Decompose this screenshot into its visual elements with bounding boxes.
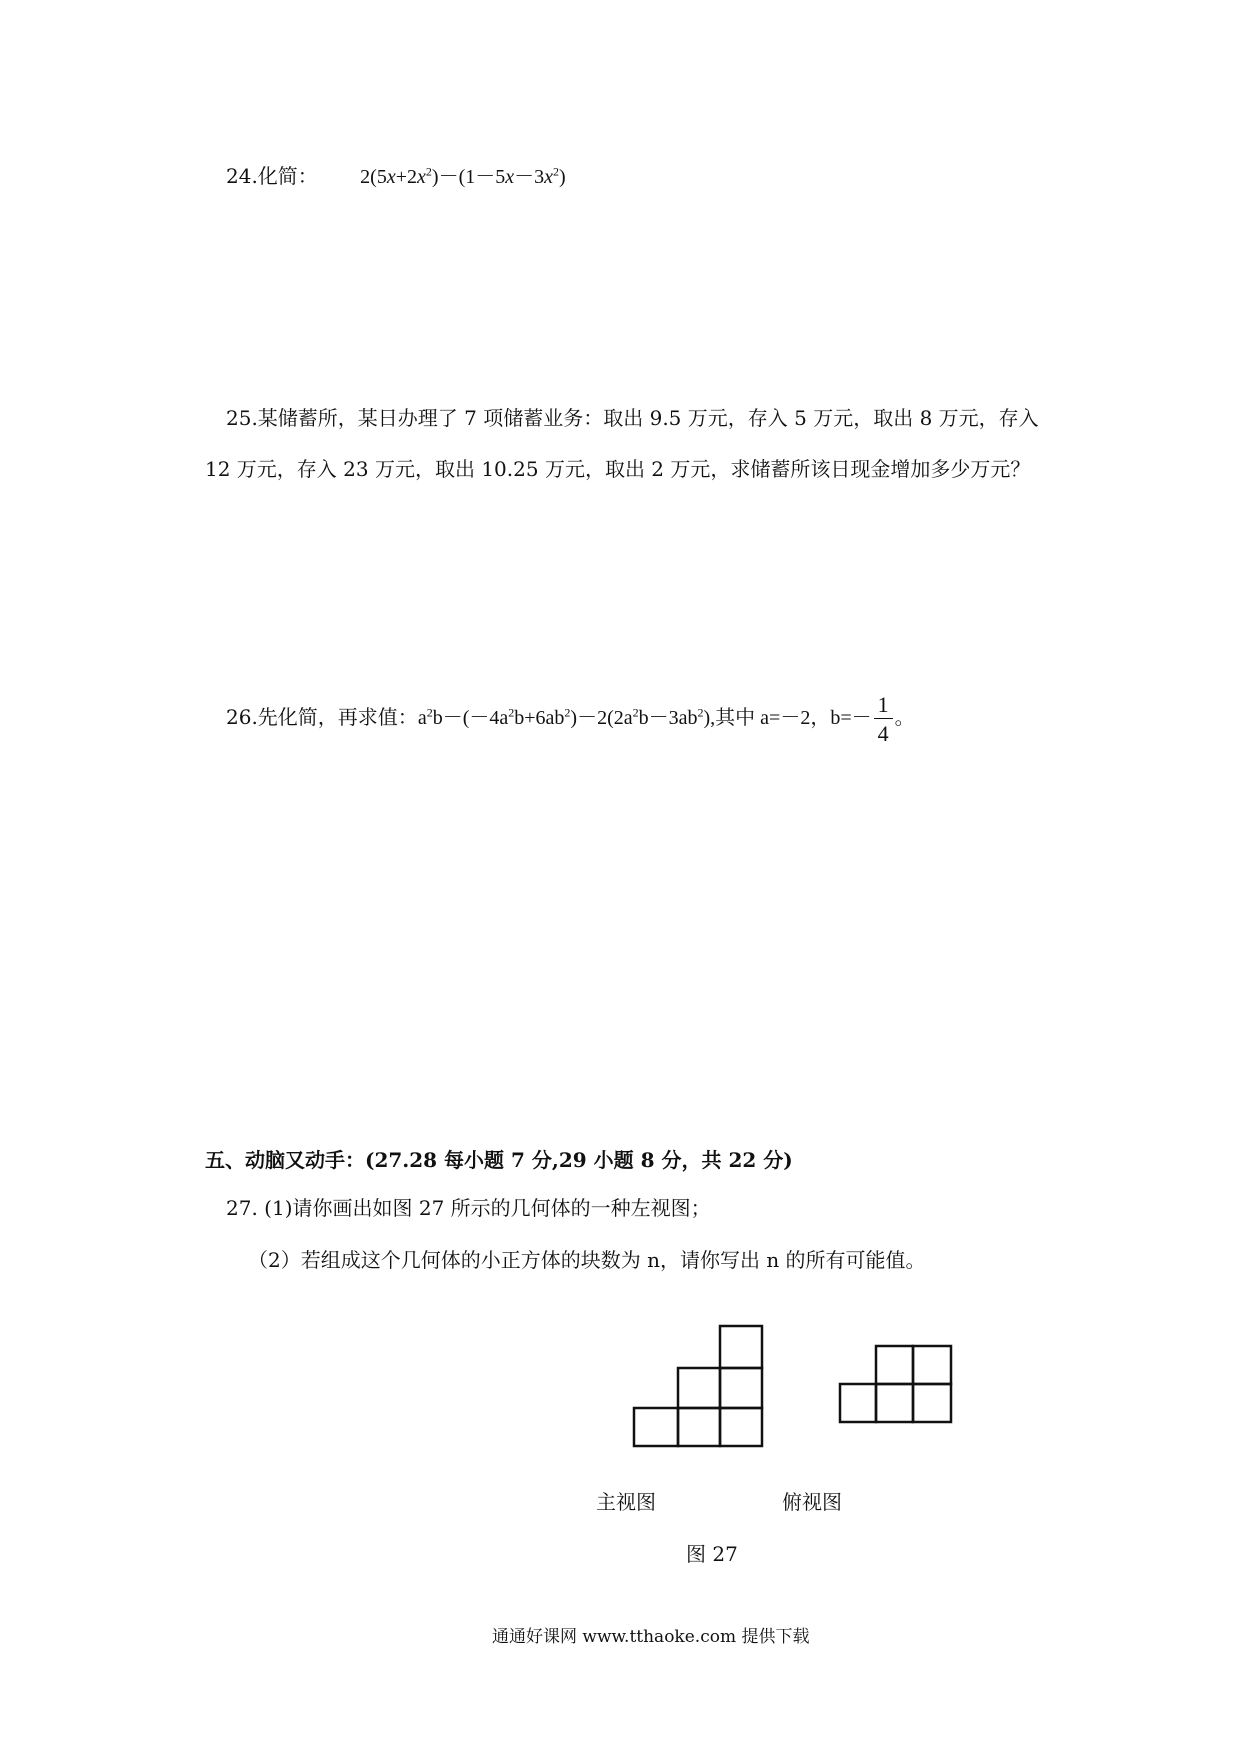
top-view-cell-bottom-mid bbox=[876, 1384, 913, 1422]
q26-expression: $a^2b-(-4a^2b+6ab^2)-2(2a^2b-3ab^2)$,其中 a=－2，b=－ $\frac{1}{4}$ 。 bbox=[417, 692, 915, 746]
front-view-cell-mid-right bbox=[720, 1368, 762, 1408]
top-view-cell-top-right bbox=[913, 1346, 951, 1384]
section-5-heading: 五、动脑又动手：(27.28 每小题 7 分,29 小题 8 分，共 22 分) bbox=[205, 1148, 793, 1172]
q26-fraction bbox=[874, 694, 893, 745]
top-view-figure bbox=[836, 1340, 956, 1435]
front-view-cell-bottom-right bbox=[720, 1408, 762, 1446]
q24-expression: $2(5x+2x^2)-(1-5x-3x^2)$ bbox=[360, 164, 566, 188]
figure-caption: 图 27 bbox=[686, 1542, 738, 1566]
q26-label: 26.先化简，再求值： bbox=[226, 705, 418, 730]
q27-line-1: 27. (1)请你画出如图 27 所示的几何体的一种左视图； bbox=[226, 1196, 711, 1220]
fraction-numerator: 1 bbox=[874, 694, 893, 719]
q25-line-1: 25.某储蓄所，某日办理了 7 项储蓄业务：取出 9.5 万元，存入 5 万元，取出 8 万元，存入 bbox=[226, 406, 1039, 430]
top-view-cell-top-left bbox=[876, 1346, 913, 1384]
front-view-cell-bottom-mid bbox=[678, 1408, 720, 1446]
q26-line bbox=[226, 694, 915, 745]
top-view-cell-bottom-right bbox=[913, 1384, 951, 1422]
front-view-cell-bottom-left bbox=[634, 1408, 678, 1446]
top-view-label: 俯视图 bbox=[782, 1490, 842, 1514]
q24-line bbox=[226, 166, 566, 187]
q25-line-2: 12 万元，存入 23 万元，取出 10.25 万元，取出 2 万元，求储蓄所该日现金增加多少万元？ bbox=[205, 457, 1031, 481]
fraction-denominator: 4 bbox=[877, 721, 889, 746]
top-view-cell-bottom-left bbox=[840, 1384, 876, 1422]
front-view-cell-mid-left bbox=[678, 1368, 720, 1408]
footer-source: 通通好课网 www.tthaoke.com 提供下载 bbox=[492, 1627, 810, 1647]
front-view-figure bbox=[630, 1320, 770, 1450]
q24-label: 24.化简： bbox=[226, 164, 318, 188]
q27-line-2: （2）若组成这个几何体的小正方体的块数为 n，请你写出 n 的所有可能值。 bbox=[248, 1248, 926, 1272]
front-view-cell-top bbox=[720, 1326, 762, 1368]
front-view-label: 主视图 bbox=[596, 1490, 656, 1514]
